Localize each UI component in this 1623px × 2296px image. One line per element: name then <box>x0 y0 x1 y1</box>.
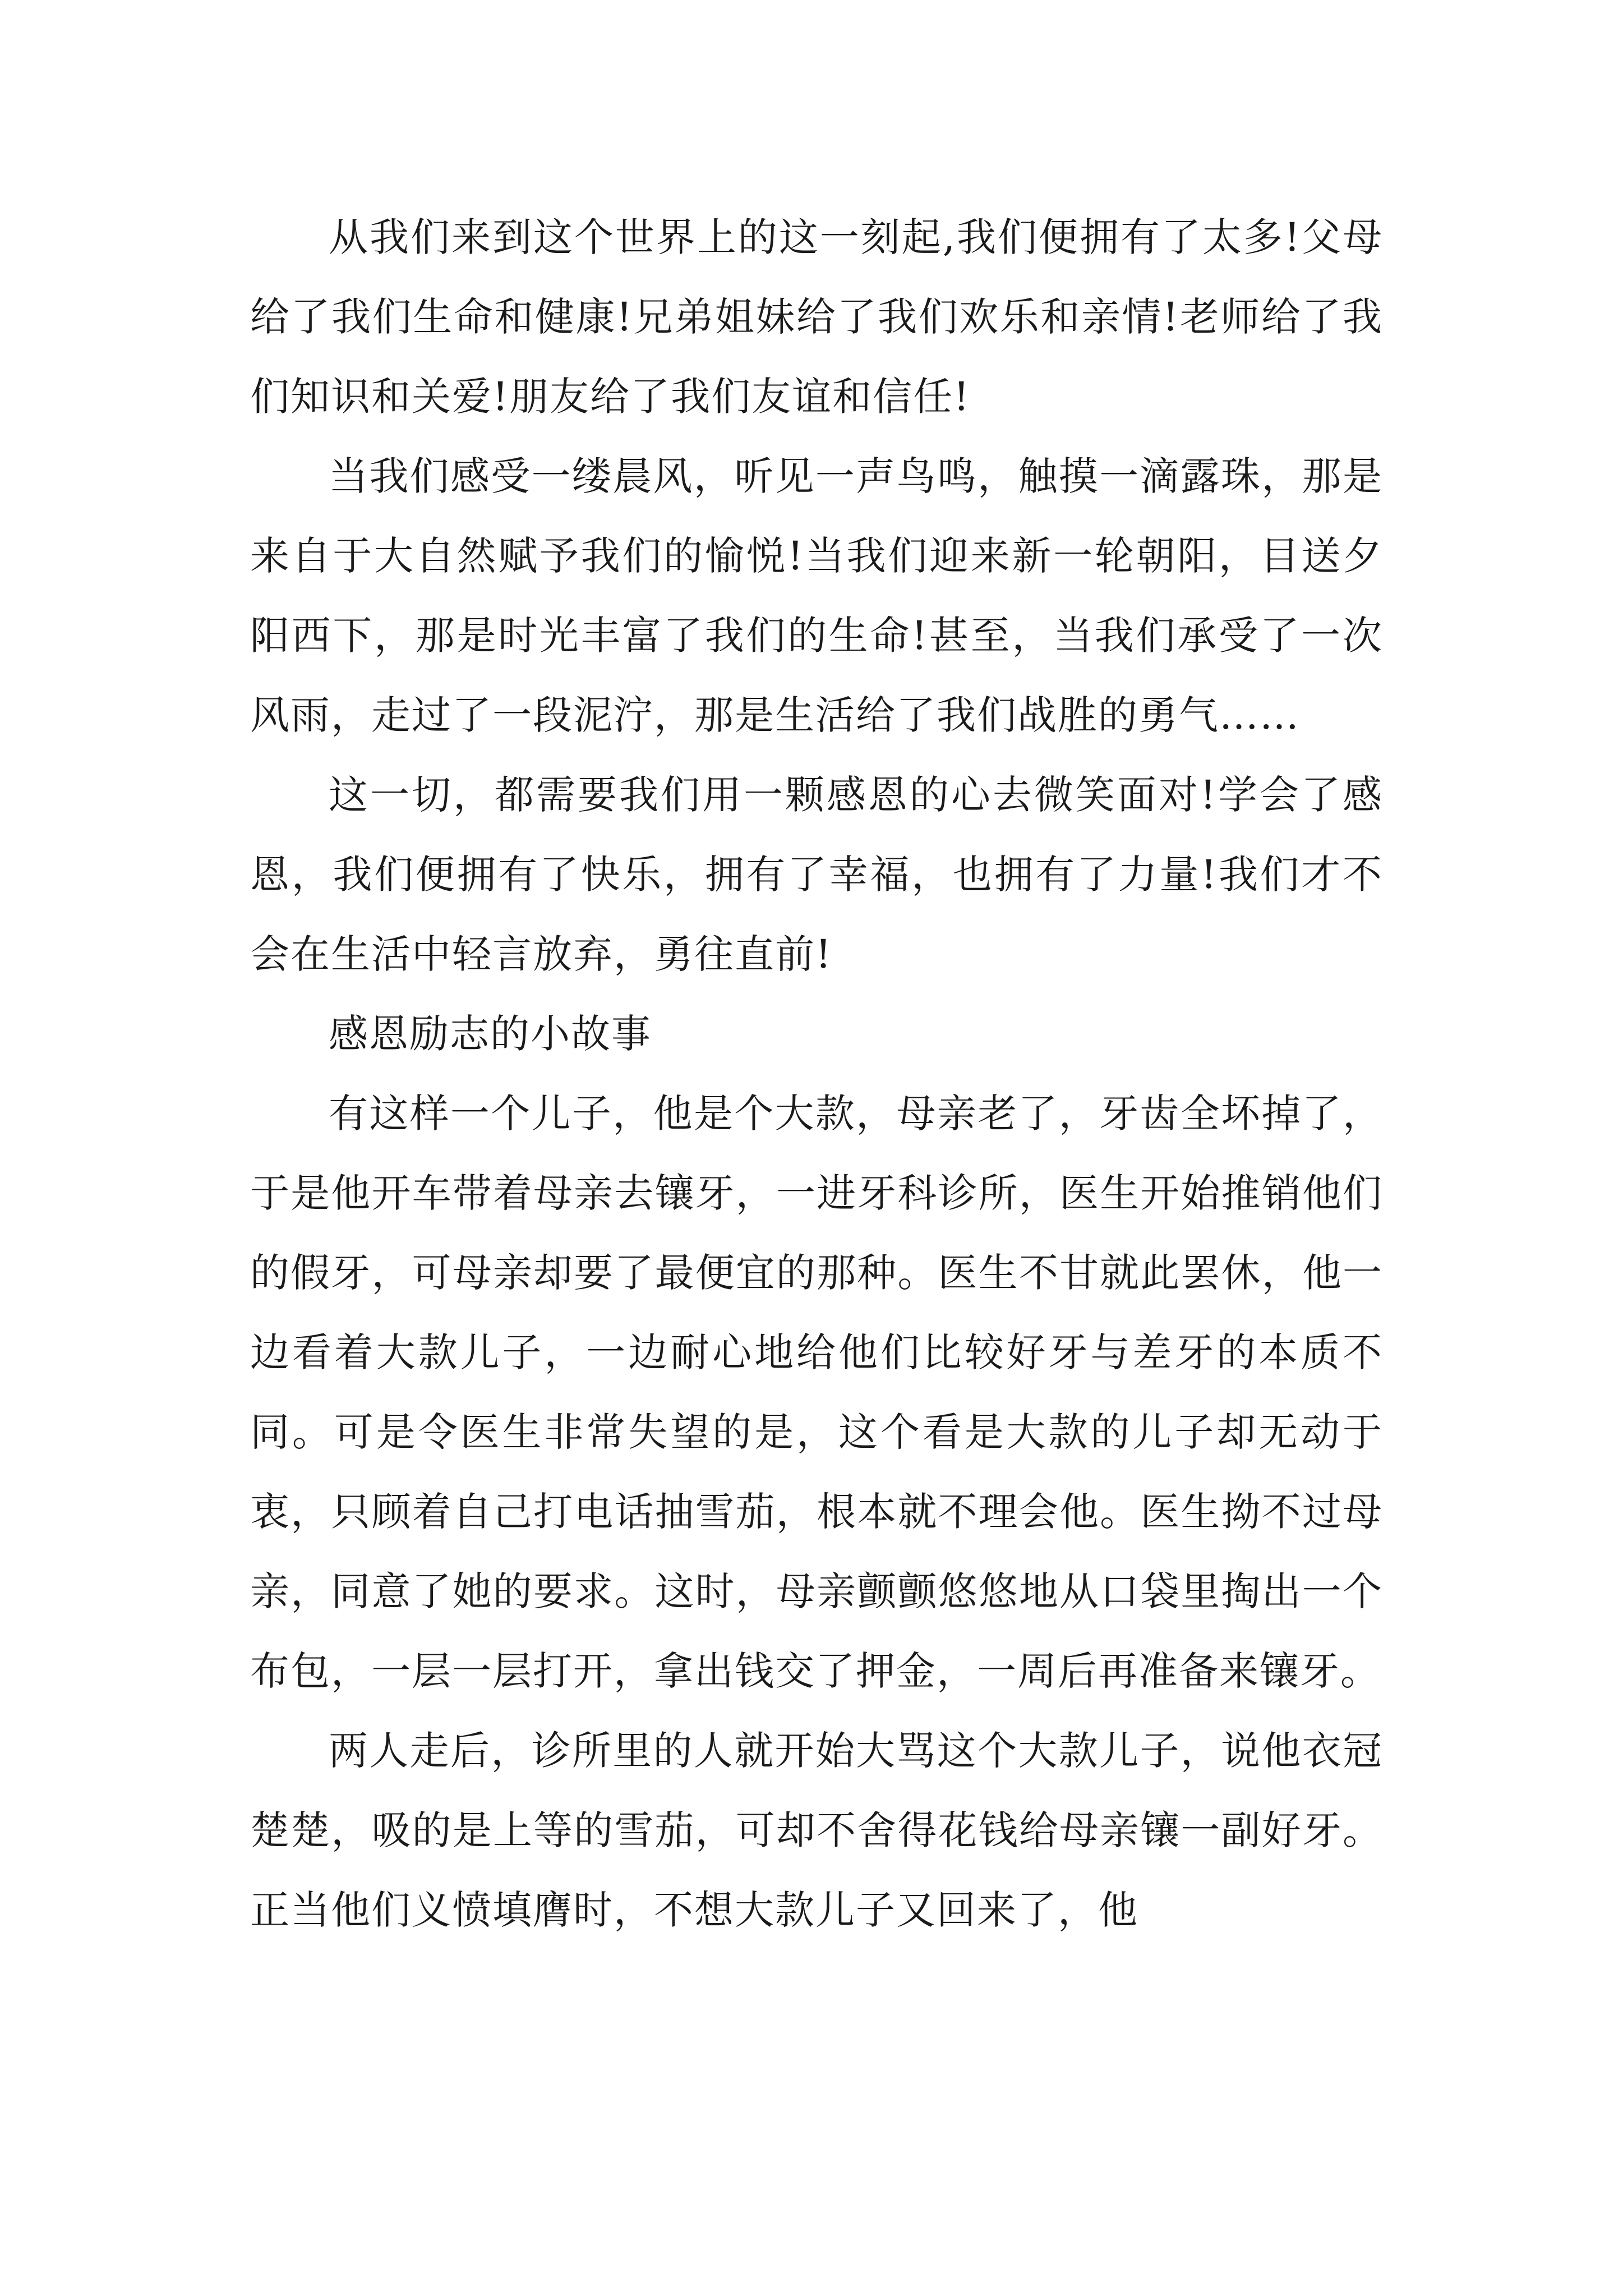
paragraph: 当我们感受一缕晨风，听见一声鸟鸣，触摸一滴露珠，那是来自于大自然赋予我们的愉悦!当我们迎来新一轮朝阳，目送夕阳西下，那是时光丰富了我们的生命!甚至，当我们承受了一次风雨，走过了一段泥泞，那是生活给了我们战胜的勇气…… <box>250 453 1383 738</box>
document-body <box>250 197 1383 1950</box>
section-title: 感恩励志的小故事 <box>329 1011 652 1057</box>
paragraph: 这一切，都需要我们用一颗感恩的心去微笑面对!学会了感恩，我们便拥有了快乐，拥有了幸福，也拥有了力量!我们才不会在生活中轻言放弃，勇往直前! <box>250 772 1383 977</box>
paragraph: 两人走后，诊所里的人就开始大骂这个大款儿子，说他衣冠楚楚，吸的是上等的雪茄，可却不舍得花钱给母亲镶一副好牙。正当他们义愤填膺时，不想大款儿子又回来了，他 <box>250 1728 1383 1933</box>
paragraph: 有这样一个儿子，他是个大款，母亲老了，牙齿全坏掉了，于是他开车带着母亲去镶牙，一进牙科诊所，医生开始推销他们的假牙，可母亲却要了最便宜的那种。医生不甘就此罢休，他一边看着大款儿子，一边耐心地给他们比较好牙与差牙的本质不同。可是令医生非常失望的是，这个看是大款的儿子却无动于衷，只顾着自己打电话抽雪茄，根本就不理会他。医生拗不过母亲，同意了她的要求。这时，母亲颤颤悠悠地从口袋里掏出一个布包，一层一层打开，拿出钱交了押金，一周后再准备来镶牙。 <box>250 1091 1383 1694</box>
paragraph: 从我们来到这个世界上的这一刻起,我们便拥有了太多!父母给了我们生命和健康!兄弟姐妹给了我们欢乐和亲情!老师给了我们知识和关爱!朋友给了我们友谊和信任! <box>250 214 1383 420</box>
